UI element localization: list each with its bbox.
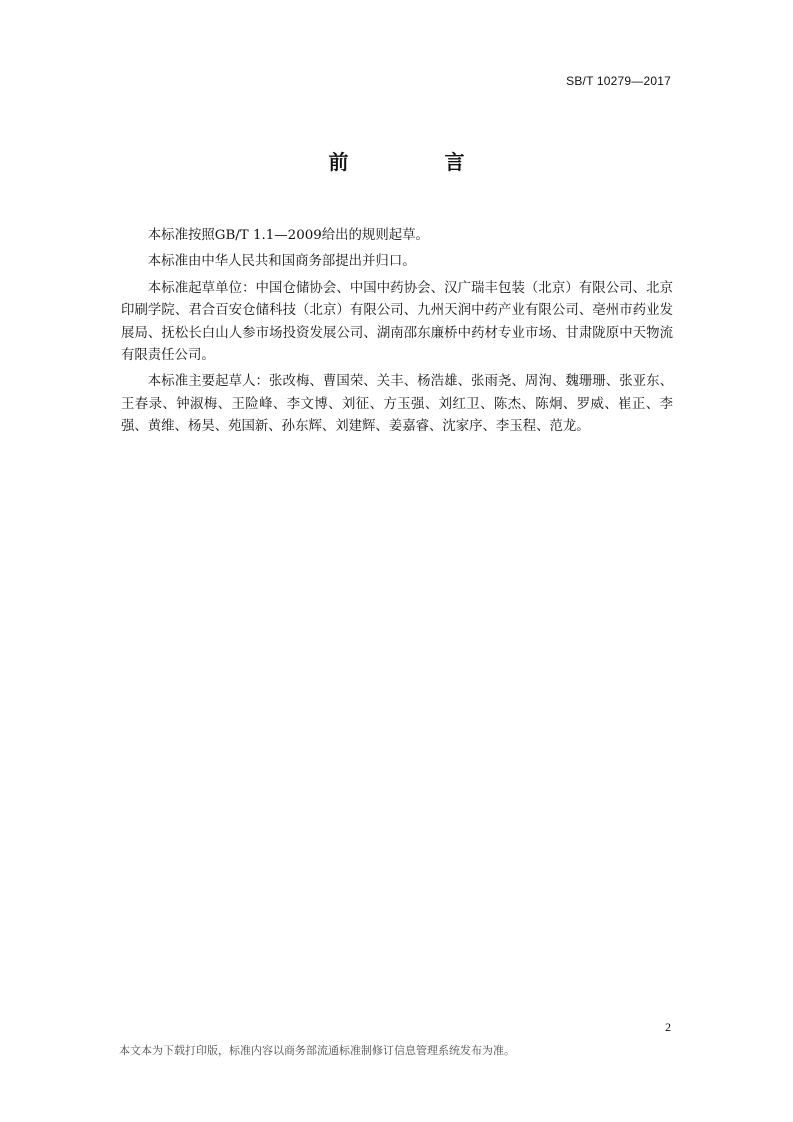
paragraph-drafting-units: 本标准起草单位：中国仓储协会、中国中药协会、汉广瑞丰包装（北京）有限公司、北京印刷学院、君合百安仓储科技（北京）有限公司、九州天润中药产业有限公司、亳州市药业发展局、抚松长白山人参市场投资发展公司、湖南邵东廉桥中药材专业市场、甘肃陇原中天物流有限责任公司。: [121, 280, 673, 364]
paragraph-drafting-rules: 本标准按照GB/T 1.1—2009给出的规则起草。: [147, 228, 429, 243]
paragraph-drafters: 本标准主要起草人：张改梅、曹国荣、关丰、杨浩雄、张雨尧、周洵、魏珊珊、张亚东、王春录、钟淑梅、王险峰、李文博、刘征、方玉强、刘红卫、陈杰、陈炯、罗威、崔正、李强、黄维、杨昊、苑国新、孙东辉、刘建辉、姜嘉睿、沈家序、李玉程、范龙。: [121, 374, 673, 435]
page-number: 2: [665, 1020, 671, 1034]
footer-note: 本文本为下载打印版，标准内容以商务部流通标准制修订信息管理系统发布为准。: [119, 1044, 515, 1057]
page-title: 前 言: [328, 150, 503, 174]
foreword-body: [121, 225, 673, 443]
standard-code: SB/T 10279—2017: [566, 74, 671, 88]
paragraph-proposer: 本标准由中华人民共和国商务部提出并归口。: [147, 254, 416, 270]
